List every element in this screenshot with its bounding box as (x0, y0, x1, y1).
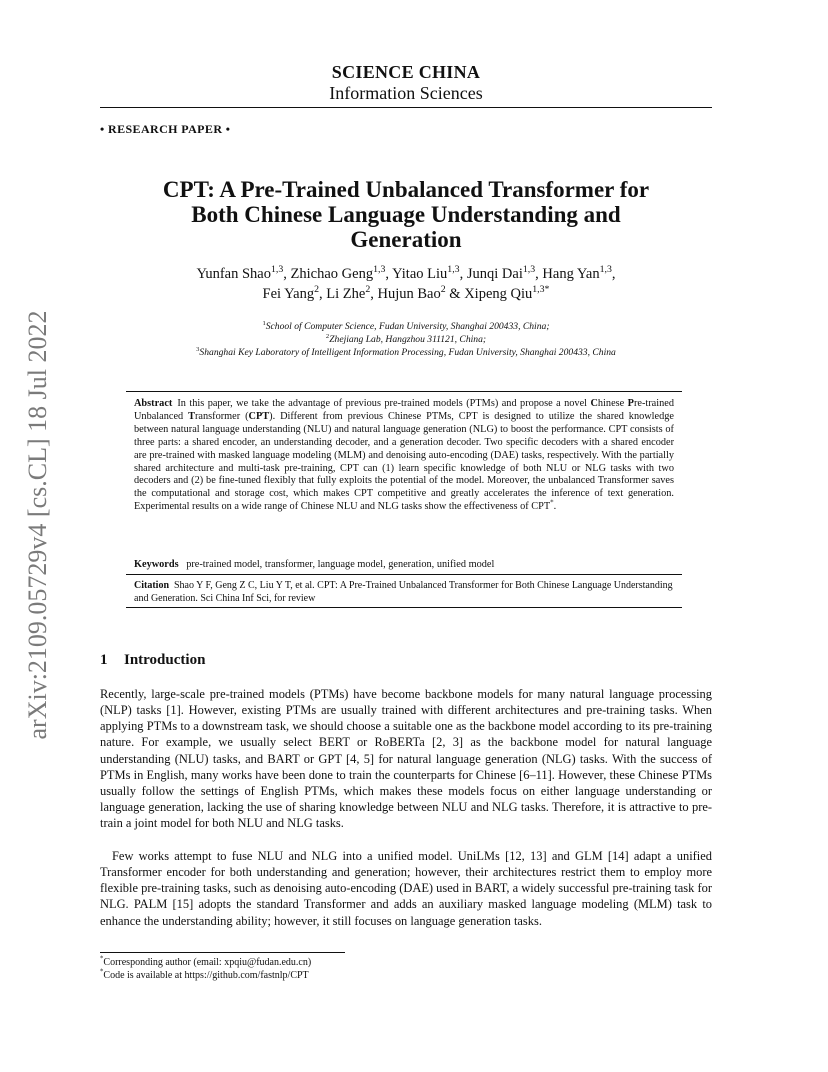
author-name: Zhichao Geng (290, 266, 374, 282)
footnote-mark: * (100, 968, 104, 976)
citation-label: Citation (134, 580, 169, 591)
journal-name: SCIENCE CHINA (331, 62, 481, 82)
footnote-text: Corresponding author (email: xpqiu@fudan.edu.cn) (103, 957, 312, 968)
author-separator: & (445, 286, 465, 302)
model-name-part: hinese (597, 398, 628, 409)
author-name: Yitao Liu (392, 266, 448, 282)
author-separator: , (385, 266, 393, 282)
footnote-mark: * (100, 955, 104, 963)
abstract-text-start: In this paper, we take the advantage of previous pre-trained models (PTMs) and propose a novel (177, 398, 591, 409)
citation-top-rule (126, 574, 682, 575)
footnote (100, 956, 712, 969)
journal-subtitle: Information Sciences (329, 83, 483, 103)
author-affil-mark: 1,3 (270, 264, 284, 276)
paper-type: • RESEARCH PAPER • (100, 122, 231, 136)
acronym-letter: T (188, 410, 195, 422)
author-affil-mark: 2 (365, 284, 371, 296)
footnote-text: Code is available at https://github.com/fastnlp/CPT (103, 970, 309, 981)
arxiv-identifier-text: arXiv:2109.05729v4 [cs.CL] 18 Jul 2022 (23, 310, 52, 740)
author-name: Hang Yan (542, 266, 600, 282)
abstract-text-body: ). Different from previous Chinese PTMs, CPT is designed to utilize the shared knowledge between natural language understanding (NLU) and natural language generation (NLG) to boost the performance. CPT consists of three parts: a shared encoder, an understanding decoder, and a generation decoder. Two specific decoders with a shared encoder are pre-trained with masked language modeling (MLM) and denoising auto-encoding (DAE) tasks, respectively. With the partially shared architecture and multi-task pre-training, CPT can (1) learn specific knowledge of both NLU or NLG tasks with two decoders and (2) be fine-tuned flexibly that fully exploits the potential of the model. Moreover, the unbalanced Transformer saves the computational and storage cost, which makes CPT competitive and greatly accelerates the inference of text generation. Experimental results on a wide range of Chinese NLU and NLG tasks show the effectiveness of CPT (134, 410, 674, 513)
author-list (100, 264, 712, 304)
affiliation-text: School of Computer Science, Fudan University, Shanghai 200433, China; (265, 321, 550, 332)
author-name: Junqi Dai (466, 266, 523, 282)
keywords-label: Keywords (134, 559, 179, 570)
affiliation-text: Shanghai Key Laboratory of Intelligent Information Processing, Fudan University, Shanghai 200433, China (199, 347, 616, 358)
affiliation-mark: 3 (196, 345, 200, 353)
body-paragraph: Few works attempt to fuse NLU and NLG into a unified model. UniLMs [12, 13] and GLM [14] adapt a unified Transformer encoder for both understanding and generation; however, their architectures restrict them to employ more flexible pre-training tasks, such as denoising auto-encoding (DAE) used in BART, a widely successful pre-training task for NLG. PALM [15] adopts the standard Transformer and adds an auxiliary masked language modeling (MLM) task to enhance the understanding ability; however, it still focuses on language generation tasks. (100, 849, 712, 928)
abstract-top-rule (126, 391, 682, 392)
affiliation-list (100, 320, 712, 359)
author-separator: , (283, 266, 291, 282)
author-affil-mark: 1,3 (373, 264, 386, 276)
title-line: Generation (350, 227, 462, 252)
author-name: Xipeng Qiu (464, 286, 533, 302)
author-separator: , (611, 266, 616, 282)
author-name: Fei Yang (262, 286, 315, 302)
header-rule (100, 107, 712, 108)
affiliation (100, 333, 712, 346)
acronym-letter: C (590, 398, 598, 409)
author-line (100, 264, 712, 284)
author-affil-mark: 1,3 (447, 264, 460, 276)
keywords-text: pre-trained model, transformer, language model, generation, unified model (186, 559, 495, 570)
author-affil-mark: 1,3 (522, 264, 536, 276)
section-heading (100, 652, 205, 669)
abstract-footnote-mark: * (550, 498, 554, 507)
section-title: Introduction (124, 652, 206, 668)
arxiv-identifier-svg (14, 285, 60, 765)
paper-title (100, 177, 712, 252)
author-affil-mark: 1,3* (532, 284, 550, 296)
author-line (100, 284, 712, 304)
abstract (134, 398, 674, 514)
model-name-part: ransformer ( (195, 410, 249, 422)
author-affil-mark: 2 (440, 284, 446, 296)
model-name-part: re-trained Unbalanced (134, 398, 674, 422)
author-separator: , (370, 286, 378, 302)
author-separator: , (535, 266, 543, 282)
affiliation (100, 346, 712, 359)
keywords (134, 559, 674, 570)
affiliation (100, 320, 712, 333)
affiliation-text: Zhejiang Lab, Hangzhou 311121, China; (329, 334, 487, 345)
author-separator: , (319, 286, 327, 302)
footnote-rule (100, 952, 345, 953)
author-affil-mark: 1,3 (599, 264, 612, 276)
acronym-letter: P (627, 398, 634, 409)
section-number: 1 (100, 652, 108, 668)
author-name: Hujun Bao (377, 286, 441, 302)
affiliation-mark: 1 (262, 319, 266, 327)
title-line: Both Chinese Language Understanding and (191, 202, 621, 227)
author-affil-mark: 2 (314, 284, 320, 296)
citation (134, 580, 674, 605)
author-name: Li Zhe (326, 286, 366, 302)
citation-text: Shao Y F, Geng Z C, Liu Y T, et al. CPT: A Pre-Trained Unbalanced Transformer for Both Chinese Language Understanding and Generation. Sci China Inf Sci, for review (134, 580, 673, 604)
author-name: Yunfan Shao (196, 266, 271, 282)
model-acronym: CPT (248, 410, 270, 422)
affiliation-mark: 2 (325, 332, 330, 340)
body-paragraph: Recently, large-scale pre-trained models (PTMs) have become backbone models for many natural language processing (NLP) tasks [1]. However, existing PTMs are usually trained with different architectures and pre-training tasks. When applying PTMs to a downstream task, we should choose a suitable one as the backbone model according to its pre-training nature. For example, we usually select BERT or RoBERTa [2, 3] as the backbone model for natural language understanding (NLU) tasks, and BART or GPT [4, 5] for natural language generation (NLG) tasks. With the success of PTMs in English, many works have been done to train the counterparts for Chinese [6–11]. However, these Chinese PTMs usually follow the settings of English PTMs, which makes these models focus on either language understanding or language generation, lacking the use of sharing knowledge between NLU and NLG tasks. Therefore, it is attractive to pre-train a joint model for both NLU and NLG tasks. (100, 687, 712, 831)
abstract-text-end: . (553, 501, 557, 513)
arxiv-identifier (14, 285, 60, 765)
footnote (100, 969, 712, 982)
citation-bottom-rule (126, 607, 682, 608)
author-separator: , (459, 266, 467, 282)
footnotes (100, 956, 712, 982)
title-line: CPT: A Pre-Trained Unbalanced Transformer for (162, 177, 650, 202)
abstract-label: Abstract (134, 398, 173, 409)
